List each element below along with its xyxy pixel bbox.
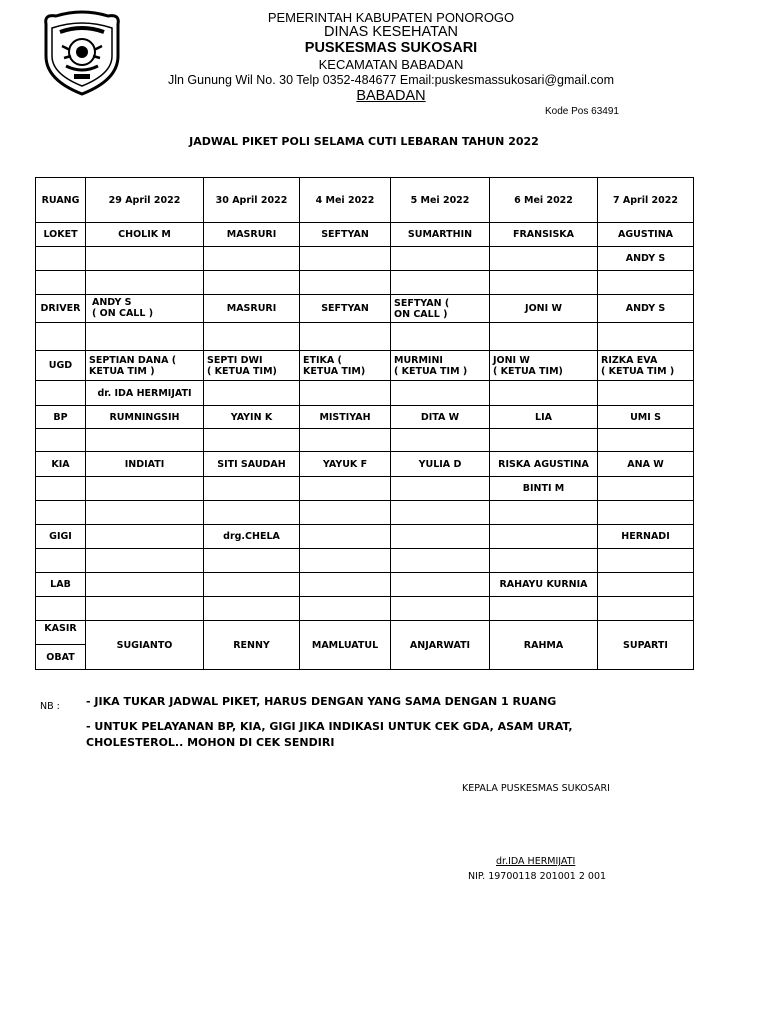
table-cell xyxy=(598,573,694,597)
table-cell: CHOLIK M xyxy=(86,223,204,247)
table-cell xyxy=(86,573,204,597)
table-cell: RAHAYU KURNIA xyxy=(490,573,598,597)
table-row xyxy=(36,477,694,501)
postal-code: Kode Pos 63491 xyxy=(545,106,619,117)
table-cell: SUPARTI xyxy=(598,621,694,670)
table-row xyxy=(36,351,694,381)
table-cell xyxy=(86,429,204,452)
room-cell: DRIVER xyxy=(36,295,86,323)
table-cell xyxy=(300,381,391,406)
table-cell: RIZKA EVA ( KETUA TIM ) xyxy=(598,351,694,381)
table-cell: ANA W xyxy=(598,452,694,477)
table-cell: LIA xyxy=(490,406,598,429)
table-cell: MISTIYAH xyxy=(300,406,391,429)
room-cell xyxy=(36,597,86,621)
table-cell: YAYIN K xyxy=(204,406,300,429)
table-cell xyxy=(490,501,598,525)
table-cell xyxy=(300,429,391,452)
table-row xyxy=(36,525,694,549)
table-row xyxy=(36,223,694,247)
room-cell: KIA xyxy=(36,452,86,477)
room-cell: LAB xyxy=(36,573,86,597)
table-cell xyxy=(490,247,598,271)
table-cell: DITA W xyxy=(391,406,490,429)
room-cell xyxy=(36,247,86,271)
room-cell: GIGI xyxy=(36,525,86,549)
table-cell xyxy=(391,429,490,452)
table-cell xyxy=(86,247,204,271)
table-cell xyxy=(204,323,300,351)
address-line: Jln Gunung Wil No. 30 Telp 0352-484677 Email:puskesmassukosari@gmail.com xyxy=(167,73,614,87)
room-cell xyxy=(36,271,86,295)
table-cell xyxy=(204,271,300,295)
signature-position: KEPALA PUSKESMAS SUKOSARI xyxy=(462,783,610,794)
table-cell: RISKA AGUSTINA xyxy=(490,452,598,477)
table-cell xyxy=(598,381,694,406)
table-cell xyxy=(598,429,694,452)
room-cell: OBAT xyxy=(36,645,86,670)
table-cell xyxy=(490,597,598,621)
table-row xyxy=(36,381,694,406)
table-cell xyxy=(204,549,300,573)
note-line: - UNTUK PELAYANAN BP, KIA, GIGI JIKA INDIKASI UNTUK CEK GDA, ASAM URAT, CHOLESTEROL.. MOHON DI CEK SENDIRI xyxy=(86,720,573,749)
table-cell xyxy=(204,597,300,621)
table-cell xyxy=(300,597,391,621)
table-row xyxy=(36,323,694,351)
table-cell: SEPTI DWI ( KETUA TIM) xyxy=(204,351,300,381)
table-cell xyxy=(598,597,694,621)
table-cell: SEFTYAN ( ON CALL ) xyxy=(391,295,490,323)
table-cell xyxy=(86,525,204,549)
table-cell xyxy=(204,381,300,406)
table-cell: ANDY S ( ON CALL ) xyxy=(86,295,204,323)
table-cell xyxy=(391,323,490,351)
signature-nip: NIP. 19700118 201001 2 001 xyxy=(468,871,607,882)
table-row xyxy=(36,573,694,597)
table-cell xyxy=(300,323,391,351)
table-cell: SEFTYAN xyxy=(300,223,391,247)
table-cell: FRANSISKA xyxy=(490,223,598,247)
table-cell xyxy=(300,573,391,597)
table-cell xyxy=(598,549,694,573)
room-cell xyxy=(36,477,86,501)
district-name: KECAMATAN BABADAN xyxy=(318,57,464,72)
header-cell-ruang: RUANG xyxy=(36,178,86,223)
table-cell: SEFTYAN xyxy=(300,295,391,323)
table-cell: dr. IDA HERMIJATI xyxy=(86,381,204,406)
table-cell: drg.CHELA xyxy=(204,525,300,549)
header-cell-date: 5 Mei 2022 xyxy=(391,178,490,223)
room-cell: KASIR xyxy=(36,621,86,645)
table-cell: HERNADI xyxy=(598,525,694,549)
table-cell xyxy=(391,573,490,597)
table-cell xyxy=(300,477,391,501)
table-cell xyxy=(300,501,391,525)
institution-name: PUSKESMAS SUKOSARI xyxy=(304,40,478,56)
table-row xyxy=(36,621,694,645)
table-cell: SUMARTHIN xyxy=(391,223,490,247)
table-cell xyxy=(86,323,204,351)
table-cell xyxy=(204,247,300,271)
header-cell-date: 7 April 2022 xyxy=(598,178,694,223)
nb-label: NB : xyxy=(40,701,60,712)
table-cell xyxy=(86,501,204,525)
table-cell xyxy=(598,271,694,295)
table-cell: BINTI M xyxy=(490,477,598,501)
document-title: JADWAL PIKET POLI SELAMA CUTI LEBARAN TAHUN 2022 xyxy=(189,135,539,148)
table-cell: RENNY xyxy=(204,621,300,670)
table-row xyxy=(36,597,694,621)
table-cell xyxy=(391,247,490,271)
table-cell xyxy=(490,429,598,452)
room-cell: LOKET xyxy=(36,223,86,247)
table-cell: ANDY S xyxy=(598,247,694,271)
table-cell xyxy=(391,597,490,621)
letterhead xyxy=(0,0,768,130)
table-cell xyxy=(598,323,694,351)
table-cell: UMI S xyxy=(598,406,694,429)
table-cell xyxy=(391,549,490,573)
header-cell-date: 4 Mei 2022 xyxy=(300,178,391,223)
table-cell: SUGIANTO xyxy=(86,621,204,670)
room-cell: BP xyxy=(36,406,86,429)
table-cell xyxy=(391,271,490,295)
table-cell xyxy=(490,323,598,351)
room-cell: UGD xyxy=(36,351,86,381)
table-cell xyxy=(490,271,598,295)
table-row xyxy=(36,295,694,323)
table-cell xyxy=(598,501,694,525)
table-cell xyxy=(391,381,490,406)
table-cell: SITI SAUDAH xyxy=(204,452,300,477)
table-cell: YULIA D xyxy=(391,452,490,477)
table-cell: RUMNINGSIH xyxy=(86,406,204,429)
table-cell: ANDY S xyxy=(598,295,694,323)
table-cell: MAMLUATUL xyxy=(300,621,391,670)
table-cell xyxy=(86,271,204,295)
table-cell xyxy=(204,573,300,597)
table-row xyxy=(36,452,694,477)
table-cell: JONI W ( KETUA TIM) xyxy=(490,351,598,381)
table-cell xyxy=(391,501,490,525)
room-cell xyxy=(36,323,86,351)
table-cell xyxy=(598,477,694,501)
table-cell xyxy=(300,247,391,271)
government-name: PEMERINTAH KABUPATEN PONOROGO xyxy=(267,10,515,25)
table-cell xyxy=(391,525,490,549)
table-cell xyxy=(391,477,490,501)
room-cell xyxy=(36,381,86,406)
table-cell: YAYUK F xyxy=(300,452,391,477)
table-row xyxy=(36,406,694,429)
table-cell xyxy=(490,549,598,573)
table-cell xyxy=(204,501,300,525)
table-cell: INDIATI xyxy=(86,452,204,477)
agency-name: DINAS KESEHATAN xyxy=(323,24,459,40)
table-cell: SEPTIAN DANA ( KETUA TIM ) xyxy=(86,351,204,381)
table-cell xyxy=(86,597,204,621)
room-cell xyxy=(36,549,86,573)
table-cell: RAHMA xyxy=(490,621,598,670)
table-cell xyxy=(490,525,598,549)
table-cell xyxy=(86,477,204,501)
duty-schedule-table xyxy=(35,177,694,670)
table-cell: MASRURI xyxy=(204,223,300,247)
table-row xyxy=(36,501,694,525)
table-cell: ETIKA ( KETUA TIM) xyxy=(300,351,391,381)
table-cell xyxy=(204,477,300,501)
table-row xyxy=(36,247,694,271)
table-cell: MASRURI xyxy=(204,295,300,323)
signature-name: dr.IDA HERMIJATI xyxy=(496,856,576,867)
table-cell: AGUSTINA xyxy=(598,223,694,247)
table-cell: ANJARWATI xyxy=(391,621,490,670)
table-cell xyxy=(490,381,598,406)
city-name: BABADAN xyxy=(356,88,426,104)
table-cell: JONI W xyxy=(490,295,598,323)
table-cell xyxy=(86,549,204,573)
header-cell-date: 6 Mei 2022 xyxy=(490,178,598,223)
header-cell-date: 29 April 2022 xyxy=(86,178,204,223)
table-header-row xyxy=(36,178,694,223)
room-cell xyxy=(36,429,86,452)
table-cell: MURMINI ( KETUA TIM ) xyxy=(391,351,490,381)
table-cell xyxy=(300,549,391,573)
table-row xyxy=(36,271,694,295)
header-cell-date: 30 April 2022 xyxy=(204,178,300,223)
note-line: - JIKA TUKAR JADWAL PIKET, HARUS DENGAN YANG SAMA DENGAN 1 RUANG xyxy=(86,695,557,708)
table-cell xyxy=(300,271,391,295)
table-row xyxy=(36,429,694,452)
room-cell xyxy=(36,501,86,525)
table-cell xyxy=(204,429,300,452)
table-cell xyxy=(300,525,391,549)
table-row xyxy=(36,549,694,573)
